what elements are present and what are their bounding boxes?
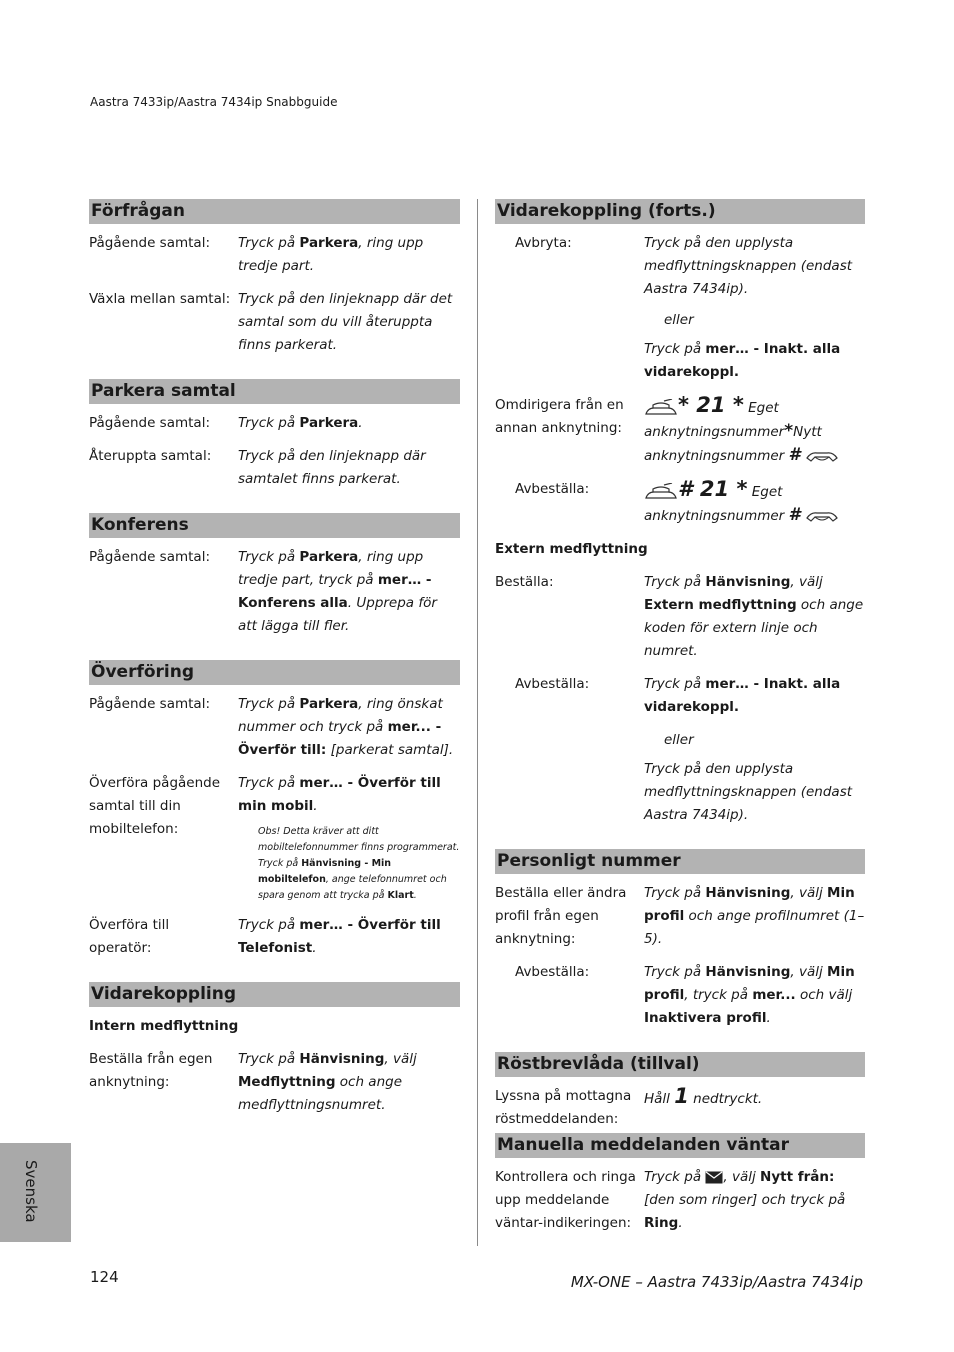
column-divider (477, 199, 478, 1246)
eller-text: eller (664, 732, 694, 748)
right-column (495, 199, 865, 1235)
row-label: Avbryta: (515, 235, 572, 251)
row-instruction: Tryck på Hänvisning, välj Medflyttning och ange medflyttningsnumret. (238, 1051, 417, 1113)
row-inakt (495, 338, 865, 384)
row-pagaende-samtal (89, 232, 460, 278)
section-title-overforing: Överföring (89, 660, 460, 685)
key-one: 1 (674, 1084, 689, 1108)
row-bestalla-profil (495, 882, 865, 951)
row-upplysta (495, 758, 865, 827)
row-instruction: Tryck på den upplysta medflyttningsknappen (endast Aastra 7434ip). (644, 761, 853, 823)
handset-offhook-icon (644, 399, 678, 417)
section-title-vidarekoppling: Vidarekoppling (89, 982, 460, 1007)
row-label: Beställa eller ändra profil från egen anknytning: (495, 885, 627, 947)
row-vaxla (89, 288, 460, 357)
envelope-icon (705, 1171, 723, 1184)
row-overfora-mobil (89, 772, 460, 904)
row-label: Lyssna på mottagna röstmeddelanden: (495, 1088, 632, 1127)
row-bestalla-extern (495, 571, 865, 663)
row-avbestalla-extern (495, 673, 865, 719)
row-instruction: Tryck på Parkera. (238, 415, 363, 431)
row-label: Beställa från egen anknytning: (89, 1051, 213, 1090)
running-header: Aastra 7433ip/Aastra 7434ip Snabbguide (90, 95, 338, 109)
row-label: Överföra pågående samtal till din mobiltelefon: (89, 775, 221, 837)
row-lyssna (495, 1084, 865, 1127)
left-column (89, 199, 460, 1117)
row-omdirigera (495, 394, 865, 468)
row-label: Pågående samtal: (89, 235, 210, 251)
row-instruction: Tryck på Parkera, ring upp tredje part, tryck på mer… - Konferens alla. Upprepa för att lägga till fler. (238, 549, 437, 634)
row-instruction: * 21 * Eget anknytningsnummer*Nytt anknytningsnummer # (644, 394, 865, 468)
row-label: Omdirigera från en annan anknytning: (495, 397, 624, 436)
row-kontrollera (495, 1166, 865, 1235)
row-label: Avbeställa: (515, 964, 590, 980)
row-instruction: Håll 1 nedtryckt. (644, 1084, 763, 1108)
row-label: Växla mellan samtal: (89, 291, 231, 307)
handset-offhook-icon (644, 483, 678, 501)
section-title-manuella-meddelanden: Manuella meddelanden väntar (495, 1133, 865, 1158)
row-avbestalla-profil (495, 961, 865, 1030)
row-label: Pågående samtal: (89, 549, 210, 565)
row-eller (495, 729, 865, 752)
row-label: Avbeställa: (515, 481, 590, 497)
row-pagaende-samtal (89, 693, 460, 762)
subheading-intern-medflyttning: Intern medflyttning (89, 1018, 239, 1034)
page-number: 124 (90, 1268, 119, 1286)
row-eller (495, 309, 865, 332)
row-instruction: Tryck på Hänvisning, välj Min profil, tryck på mer... och välj Inaktivera profil. (644, 964, 855, 1026)
section-title-parkera: Parkera samtal (89, 379, 460, 404)
section-title-personligt-nummer: Personligt nummer (495, 849, 865, 874)
row-instruction: Tryck på den upplysta medflyttningsknappen (endast Aastra 7434ip). (644, 235, 853, 297)
row-label: Pågående samtal: (89, 415, 210, 431)
eller-text: eller (664, 312, 694, 328)
row-label: Pågående samtal: (89, 696, 210, 712)
row-label: Kontrollera och ringa upp meddelande väntar-indikeringen: (495, 1169, 636, 1231)
subheading-extern-medflyttning: Extern medflyttning (495, 541, 648, 557)
row-label: Återuppta samtal: (89, 448, 212, 464)
row-instruction: Tryck på , välj Nytt från: [den som ringer] och tryck på Ring. (644, 1169, 846, 1231)
row-instruction: Tryck på den linjeknapp där det samtal som du vill återuppta finns parkerat. (238, 291, 453, 353)
row-instruction: Tryck på Parkera, ring upp tredje part. (238, 235, 424, 274)
row-ateruppta (89, 445, 460, 491)
row-instruction: Tryck på Hänvisning, välj Extern medflyttning och ange koden för extern linje och numret. (644, 574, 864, 659)
row-instruction: Tryck på Hänvisning, välj Min profil och ange profilnumret (1–5). (644, 885, 865, 947)
row-instruction: Tryck på mer… - Inakt. alla vidarekoppl. (644, 676, 841, 715)
row-instruction: Tryck på Parkera, ring önskat nummer och tryck på mer... - Överför till: [parkerat samtal]. (238, 696, 454, 758)
section-title-rostbrevlada: Röstbrevlåda (tillval) (495, 1052, 865, 1077)
row-instruction: # 21 * Eget anknytningsnummer # (644, 478, 865, 528)
row-avbestalla-intern (495, 478, 865, 528)
section-title-vidarekoppling-forts: Vidarekoppling (forts.) (495, 199, 865, 224)
row-pagaende-samtal (89, 412, 460, 435)
row-avbryta (495, 232, 865, 301)
row-label: Beställa: (495, 574, 554, 590)
handset-onhook-icon (805, 448, 839, 464)
row-label: Avbeställa: (515, 676, 590, 692)
footer-title: MX-ONE – Aastra 7433ip/Aastra 7434ip (570, 1273, 863, 1291)
row-instruction: Tryck på mer… - Överför till Telefonist. (238, 917, 441, 956)
row-instruction: Tryck på den linjeknapp där samtalet finns parkerat. (238, 448, 426, 487)
row-bestalla-egen (89, 1048, 460, 1117)
section-title-konferens: Konferens (89, 513, 460, 538)
note-text: Obs! Detta kräver att ditt mobiltelefonnummer finns programmerat. Tryck på Hänvisning - Min mobiltelefon, ange telefonnumret och spara genom att trycka på Klart. (258, 826, 460, 901)
row-overfora-operator (89, 914, 460, 960)
section-title-forfragan: Förfrågan (89, 199, 460, 224)
row-instruction: Tryck på mer… - Överför till min mobil. (238, 775, 441, 814)
row-instruction: Tryck på mer… - Inakt. alla vidarekoppl. (644, 341, 841, 380)
handset-onhook-icon (805, 508, 839, 524)
row-label: Överföra till operatör: (89, 917, 170, 956)
row-pagaende-samtal (89, 546, 460, 638)
language-tab-label: Svenska (22, 1160, 40, 1223)
